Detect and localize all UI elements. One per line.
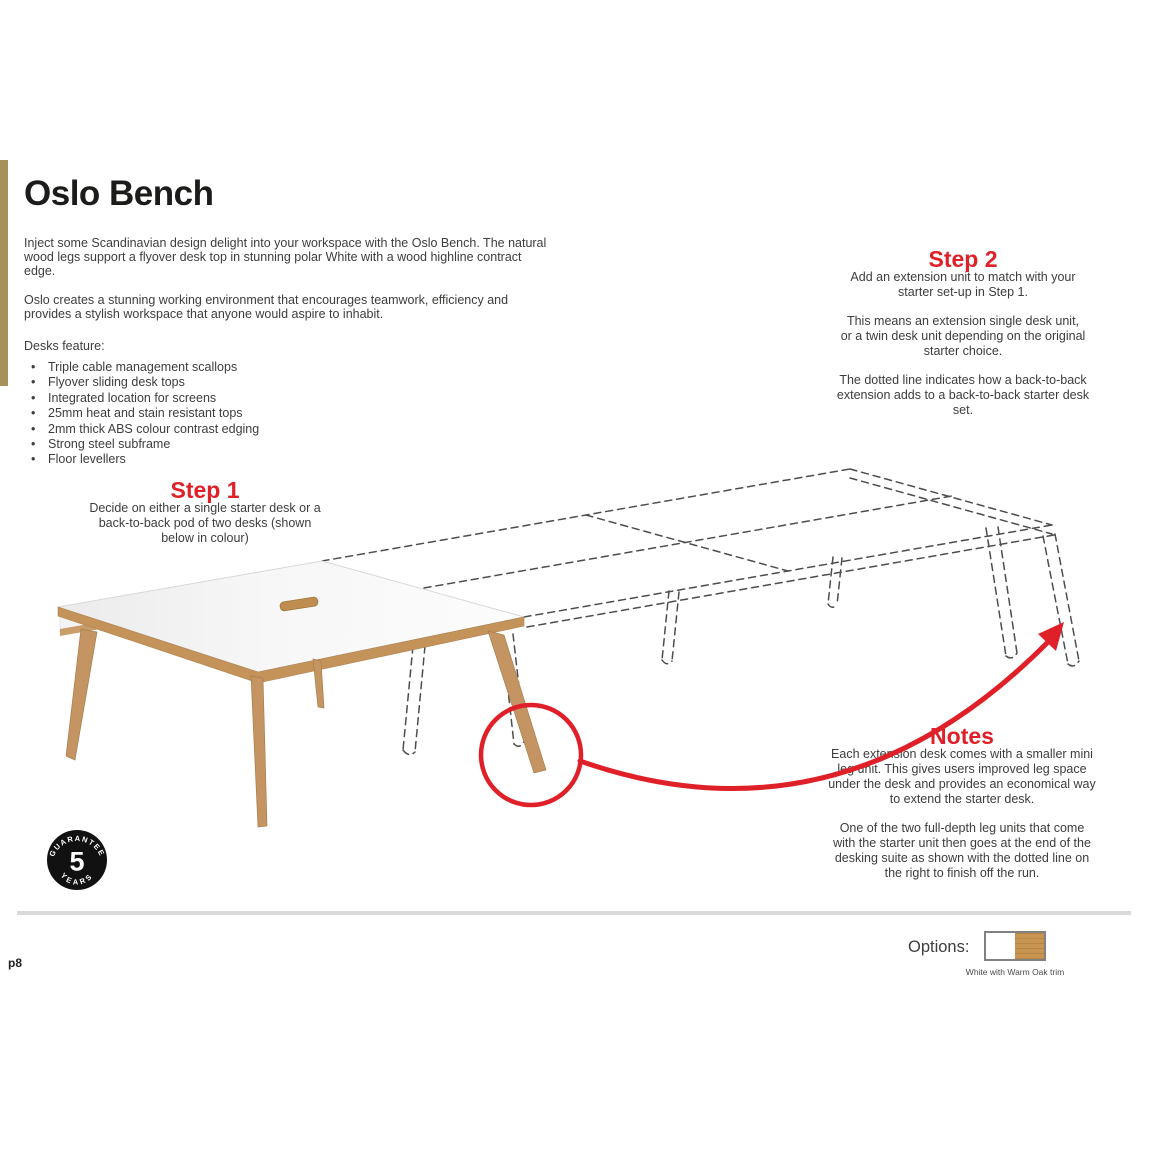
desk-leg <box>251 676 267 827</box>
bullet-icon: • <box>31 375 36 390</box>
bullet-icon: • <box>31 421 36 436</box>
list-item: • 2mm thick ABS colour contrast edging <box>24 422 259 437</box>
bullet-icon: • <box>31 452 36 467</box>
annotation <box>481 622 1064 805</box>
step1-heading: Step 1 <box>170 477 240 503</box>
starter-desk <box>58 561 546 827</box>
list-item: • Flyover sliding desk tops <box>24 375 259 390</box>
badge-arc-top: GUARANTEE <box>47 833 107 859</box>
page-title: Oslo Bench <box>24 174 214 213</box>
dotted-leg <box>1043 534 1079 666</box>
desk-top <box>58 561 524 672</box>
bullet-icon: • <box>31 406 36 421</box>
swatch-caption: White with Warm Oak trim <box>965 967 1065 977</box>
notes-heading: Notes <box>930 723 994 749</box>
list-item: • Integrated location for screens <box>24 391 259 406</box>
intro-text <box>24 237 546 338</box>
bullet-icon: • <box>31 437 36 452</box>
list-item: • 25mm heat and stain resistant tops <box>24 406 259 421</box>
step2-block: Step 2 Add an extension unit to match with your starter set-up in Step 1. This means an extension single desk unit, or a twin desk unit depending on the original starter choice. The dotted line indicates how a back-to-back extension adds to a back-to-back starter desk set. <box>808 252 1118 432</box>
intro-paragraph: Oslo creates a stunning working environment that encourages teamwork, efficiency and provides a stylish workspace that anyone would aspire to inhabit. <box>24 293 509 322</box>
footer-divider <box>17 911 1131 915</box>
notes-block: Notes Each extension desk comes with a smaller mini leg unit. This gives users improved leg space under the desk and provides an economical way to extend the starter desk. One of the two full-depth leg units that come with the starter unit then goes at the end of the desking suite as shown with the dotted line on the right to finish off the run. <box>806 729 1118 895</box>
bullet-icon: • <box>31 360 36 374</box>
accent-bar <box>0 160 8 386</box>
badge-arc-bottom: YEARS <box>58 870 96 887</box>
list-item: • Floor levellers <box>24 452 259 467</box>
finish-swatch <box>984 931 1046 961</box>
guarantee-badge <box>44 827 110 893</box>
arrow-curve <box>580 642 1048 789</box>
list-item: • Strong steel subframe <box>24 437 259 452</box>
dotted-leg <box>403 646 425 755</box>
desk-leg <box>66 629 97 760</box>
swatch-oak-half <box>1015 933 1044 959</box>
intro-paragraph: Inject some Scandinavian design delight into your workspace with the Oslo Bench. The natural wood legs support a flyover desk top in stunning polar White with a wood highline contract edge. <box>24 236 547 278</box>
swatch-white-half <box>986 933 1015 959</box>
dotted-leg <box>828 557 842 607</box>
bullet-icon: • <box>31 390 36 405</box>
desk-leg <box>488 631 546 773</box>
step1-block: Step 1 Decide on either a single starter desk or a back-to-back pod of two desks (shown below in colour) <box>55 483 355 546</box>
options-label: Options: <box>908 938 970 956</box>
list-item: • Triple cable management scallops <box>24 360 259 375</box>
page-number: p8 <box>8 956 23 970</box>
features-label: Desks feature: <box>24 339 105 353</box>
badge-value: 5 <box>69 846 85 877</box>
desk-illustration <box>0 440 1150 920</box>
step2-heading: Step 2 <box>928 246 998 272</box>
